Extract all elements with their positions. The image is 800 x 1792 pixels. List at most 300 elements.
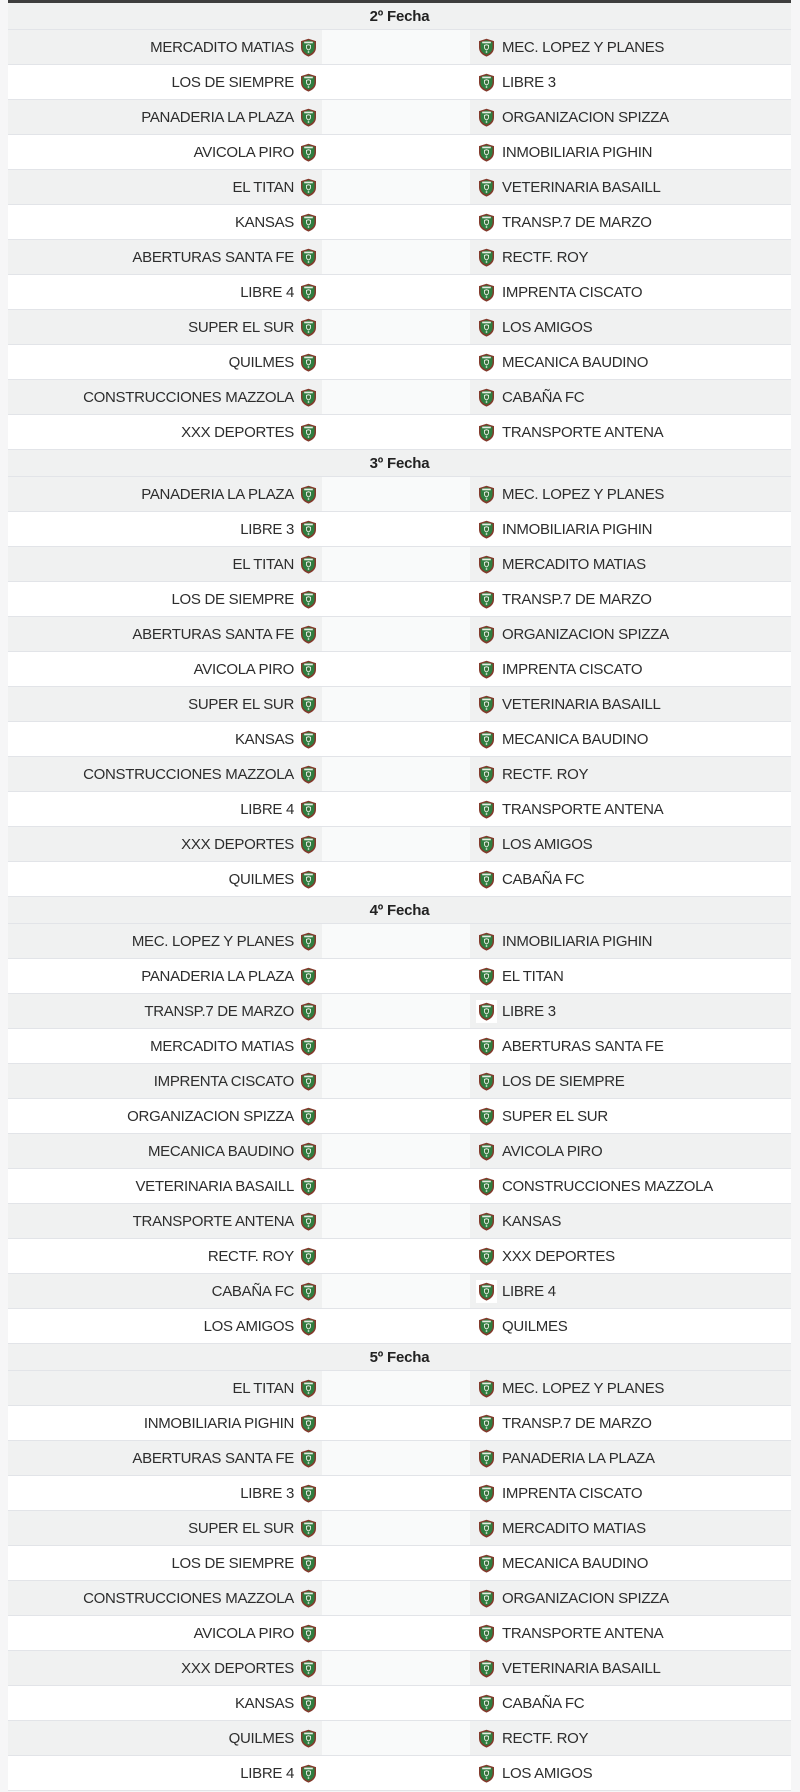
home-team-crest-icon bbox=[300, 590, 317, 609]
away-team-name: LIBRE 4 bbox=[502, 1282, 556, 1300]
away-team-cell bbox=[470, 547, 791, 581]
away-team-name: EL TITAN bbox=[502, 967, 564, 985]
away-team-cell bbox=[470, 345, 791, 379]
home-team-crest-icon bbox=[300, 1624, 317, 1643]
match-row bbox=[8, 310, 791, 345]
home-team-cell bbox=[8, 959, 322, 993]
away-team-cell bbox=[470, 65, 791, 99]
rounds-container bbox=[8, 3, 791, 1791]
score-spacer-cell bbox=[322, 1616, 470, 1650]
home-team-cell bbox=[8, 792, 322, 826]
fecha-title: 3º Fecha bbox=[369, 454, 430, 472]
match-row bbox=[8, 757, 791, 792]
home-team-crest-icon bbox=[300, 178, 317, 197]
home-team-name: KANSAS bbox=[234, 213, 294, 231]
home-team-crest-icon bbox=[300, 1142, 317, 1161]
away-team-name: INMOBILIARIA PIGHIN bbox=[502, 143, 653, 161]
score-spacer-cell bbox=[322, 1099, 470, 1133]
away-team-crest-icon bbox=[478, 485, 495, 504]
away-team-cell bbox=[470, 1721, 791, 1755]
away-team-name: MECANICA BAUDINO bbox=[502, 730, 649, 748]
match-row bbox=[8, 170, 791, 205]
match-row bbox=[8, 1686, 791, 1721]
away-team-name: AVICOLA PIRO bbox=[502, 1142, 603, 1160]
score-spacer-cell bbox=[322, 65, 470, 99]
home-team-name: AVICOLA PIRO bbox=[193, 660, 294, 678]
away-team-crest-icon bbox=[478, 1072, 495, 1091]
away-team-cell bbox=[470, 30, 791, 64]
away-team-name: SUPER EL SUR bbox=[502, 1107, 608, 1125]
score-spacer-cell bbox=[322, 1204, 470, 1238]
away-team-name: IMPRENTA CISCATO bbox=[502, 283, 643, 301]
away-team-name: LOS DE SIEMPRE bbox=[502, 1072, 625, 1090]
match-row bbox=[8, 345, 791, 380]
score-spacer-cell bbox=[322, 959, 470, 993]
home-team-name: XXX DEPORTES bbox=[181, 423, 294, 441]
home-team-crest-icon bbox=[300, 1247, 317, 1266]
home-team-crest-icon bbox=[300, 660, 317, 679]
away-team-crest-icon bbox=[478, 1247, 495, 1266]
away-team-crest-icon bbox=[478, 1317, 495, 1336]
fecha-header-row bbox=[8, 3, 791, 30]
home-team-name: QUILMES bbox=[228, 353, 294, 371]
away-team-name: TRANSP.7 DE MARZO bbox=[502, 590, 652, 608]
away-team-name: TRANSP.7 DE MARZO bbox=[502, 213, 652, 231]
away-team-crest-icon bbox=[478, 143, 495, 162]
match-row bbox=[8, 1721, 791, 1756]
away-team-cell bbox=[470, 1064, 791, 1098]
away-team-name: RECTF. ROY bbox=[502, 248, 589, 266]
home-team-cell bbox=[8, 757, 322, 791]
match-row bbox=[8, 65, 791, 100]
fecha-title: 4º Fecha bbox=[369, 901, 430, 919]
away-team-cell bbox=[470, 1371, 791, 1405]
home-team-cell bbox=[8, 275, 322, 309]
away-team-cell bbox=[470, 1441, 791, 1475]
away-team-name: LIBRE 3 bbox=[502, 1002, 556, 1020]
home-team-crest-icon bbox=[300, 1694, 317, 1713]
home-team-name: CONSTRUCCIONES MAZZOLA bbox=[83, 765, 294, 783]
away-team-name: CABAÑA FC bbox=[502, 1694, 585, 1712]
match-row bbox=[8, 1064, 791, 1099]
away-team-crest-icon bbox=[478, 1449, 495, 1468]
away-team-crest-icon bbox=[478, 1624, 495, 1643]
score-spacer-cell bbox=[322, 687, 470, 721]
score-spacer-cell bbox=[322, 1406, 470, 1440]
home-team-crest-icon bbox=[300, 318, 317, 337]
home-team-name: ORGANIZACION SPIZZA bbox=[127, 1107, 294, 1125]
home-team-name: VETERINARIA BASAILL bbox=[135, 1177, 294, 1195]
away-team-crest-icon bbox=[478, 108, 495, 127]
away-team-name: VETERINARIA BASAILL bbox=[502, 178, 661, 196]
away-team-name: VETERINARIA BASAILL bbox=[502, 1659, 661, 1677]
away-team-cell bbox=[470, 994, 791, 1028]
home-team-crest-icon bbox=[300, 1212, 317, 1231]
away-team-crest-icon bbox=[478, 353, 495, 372]
match-row bbox=[8, 652, 791, 687]
home-team-cell bbox=[8, 100, 322, 134]
home-team-name: TRANSPORTE ANTENA bbox=[132, 1212, 294, 1230]
match-row bbox=[8, 1511, 791, 1546]
score-spacer-cell bbox=[322, 1651, 470, 1685]
home-team-cell bbox=[8, 1616, 322, 1650]
home-team-cell bbox=[8, 582, 322, 616]
away-team-cell bbox=[470, 1099, 791, 1133]
away-team-cell bbox=[470, 652, 791, 686]
home-team-cell bbox=[8, 380, 322, 414]
match-row bbox=[8, 205, 791, 240]
home-team-name: CABAÑA FC bbox=[211, 1282, 294, 1300]
away-team-crest-icon bbox=[478, 423, 495, 442]
home-team-cell bbox=[8, 1239, 322, 1273]
away-team-cell bbox=[470, 1239, 791, 1273]
match-row bbox=[8, 477, 791, 512]
home-team-crest-icon bbox=[300, 1589, 317, 1608]
home-team-name: MERCADITO MATIAS bbox=[150, 38, 294, 56]
home-team-crest-icon bbox=[300, 1379, 317, 1398]
home-team-name: LOS DE SIEMPRE bbox=[171, 73, 294, 91]
home-team-name: LOS AMIGOS bbox=[203, 1317, 294, 1335]
away-team-cell bbox=[470, 205, 791, 239]
away-team-cell bbox=[470, 512, 791, 546]
away-team-cell bbox=[470, 827, 791, 861]
home-team-name: EL TITAN bbox=[232, 555, 294, 573]
home-team-name: KANSAS bbox=[234, 1694, 294, 1712]
score-spacer-cell bbox=[322, 862, 470, 896]
away-team-crest-icon bbox=[478, 73, 495, 92]
home-team-cell bbox=[8, 1476, 322, 1510]
home-team-crest-icon bbox=[300, 1002, 317, 1021]
match-row bbox=[8, 687, 791, 722]
away-team-cell bbox=[470, 792, 791, 826]
home-team-cell bbox=[8, 1099, 322, 1133]
away-team-name: ORGANIZACION SPIZZA bbox=[502, 625, 669, 643]
away-team-crest-icon bbox=[478, 1002, 495, 1021]
score-spacer-cell bbox=[322, 1064, 470, 1098]
home-team-name: ABERTURAS SANTA FE bbox=[132, 625, 294, 643]
home-team-cell bbox=[8, 1309, 322, 1343]
match-row bbox=[8, 1546, 791, 1581]
score-spacer-cell bbox=[322, 135, 470, 169]
home-team-cell bbox=[8, 547, 322, 581]
match-row bbox=[8, 959, 791, 994]
home-team-cell bbox=[8, 1371, 322, 1405]
home-team-crest-icon bbox=[300, 1484, 317, 1503]
home-team-crest-icon bbox=[300, 1037, 317, 1056]
home-team-name: ABERTURAS SANTA FE bbox=[132, 1449, 294, 1467]
away-team-crest-icon bbox=[478, 1659, 495, 1678]
score-spacer-cell bbox=[322, 757, 470, 791]
match-row bbox=[8, 722, 791, 757]
home-team-cell bbox=[8, 1441, 322, 1475]
away-team-cell bbox=[470, 1581, 791, 1615]
home-team-crest-icon bbox=[300, 1449, 317, 1468]
home-team-cell bbox=[8, 1546, 322, 1580]
away-team-cell bbox=[470, 1546, 791, 1580]
away-team-crest-icon bbox=[478, 625, 495, 644]
home-team-cell bbox=[8, 1029, 322, 1063]
home-team-cell bbox=[8, 722, 322, 756]
home-team-name: LOS DE SIEMPRE bbox=[171, 590, 294, 608]
away-team-crest-icon bbox=[478, 1107, 495, 1126]
away-team-name: IMPRENTA CISCATO bbox=[502, 1484, 643, 1502]
match-row bbox=[8, 1099, 791, 1134]
match-row bbox=[8, 547, 791, 582]
home-team-crest-icon bbox=[300, 248, 317, 267]
score-spacer-cell bbox=[322, 1169, 470, 1203]
home-team-name: LIBRE 4 bbox=[240, 1764, 294, 1782]
score-spacer-cell bbox=[322, 827, 470, 861]
score-spacer-cell bbox=[322, 205, 470, 239]
away-team-crest-icon bbox=[478, 870, 495, 889]
away-team-cell bbox=[470, 1651, 791, 1685]
score-spacer-cell bbox=[322, 924, 470, 958]
match-row bbox=[8, 240, 791, 275]
home-team-cell bbox=[8, 687, 322, 721]
home-team-name: MERCADITO MATIAS bbox=[150, 1037, 294, 1055]
away-team-name: MECANICA BAUDINO bbox=[502, 353, 649, 371]
away-team-cell bbox=[470, 1274, 791, 1308]
home-team-crest-icon bbox=[300, 38, 317, 57]
home-team-name: QUILMES bbox=[228, 870, 294, 888]
home-team-cell bbox=[8, 1686, 322, 1720]
away-team-cell bbox=[470, 1169, 791, 1203]
away-team-crest-icon bbox=[478, 1379, 495, 1398]
home-team-cell bbox=[8, 1581, 322, 1615]
home-team-crest-icon bbox=[300, 835, 317, 854]
fixtures-table bbox=[8, 0, 791, 1791]
match-row bbox=[8, 1581, 791, 1616]
away-team-crest-icon bbox=[478, 520, 495, 539]
score-spacer-cell bbox=[322, 1239, 470, 1273]
match-row bbox=[8, 380, 791, 415]
score-spacer-cell bbox=[322, 547, 470, 581]
home-team-cell bbox=[8, 1406, 322, 1440]
away-team-name: TRANSP.7 DE MARZO bbox=[502, 1414, 652, 1432]
home-team-cell bbox=[8, 1721, 322, 1755]
home-team-cell bbox=[8, 240, 322, 274]
match-row bbox=[8, 994, 791, 1029]
home-team-crest-icon bbox=[300, 520, 317, 539]
home-team-crest-icon bbox=[300, 1072, 317, 1091]
score-spacer-cell bbox=[322, 345, 470, 379]
home-team-crest-icon bbox=[300, 423, 317, 442]
away-team-cell bbox=[470, 1686, 791, 1720]
match-row bbox=[8, 100, 791, 135]
away-team-name: TRANSPORTE ANTENA bbox=[502, 1624, 664, 1642]
home-team-name: KANSAS bbox=[234, 730, 294, 748]
fecha-title: 5º Fecha bbox=[369, 1348, 430, 1366]
home-team-name: CONSTRUCCIONES MAZZOLA bbox=[83, 1589, 294, 1607]
home-team-cell bbox=[8, 205, 322, 239]
home-team-name: LOS DE SIEMPRE bbox=[171, 1554, 294, 1572]
match-row bbox=[8, 862, 791, 897]
match-row bbox=[8, 1371, 791, 1406]
away-team-crest-icon bbox=[478, 1037, 495, 1056]
score-spacer-cell bbox=[322, 477, 470, 511]
away-team-name: TRANSPORTE ANTENA bbox=[502, 800, 664, 818]
away-team-name: QUILMES bbox=[502, 1317, 568, 1335]
home-team-cell bbox=[8, 652, 322, 686]
away-team-cell bbox=[470, 722, 791, 756]
away-team-crest-icon bbox=[478, 695, 495, 714]
home-team-crest-icon bbox=[300, 870, 317, 889]
home-team-crest-icon bbox=[300, 73, 317, 92]
score-spacer-cell bbox=[322, 617, 470, 651]
match-row bbox=[8, 275, 791, 310]
away-team-cell bbox=[470, 1204, 791, 1238]
away-team-crest-icon bbox=[478, 1554, 495, 1573]
home-team-name: IMPRENTA CISCATO bbox=[153, 1072, 294, 1090]
score-spacer-cell bbox=[322, 1274, 470, 1308]
home-team-name: AVICOLA PIRO bbox=[193, 1624, 294, 1642]
away-team-cell bbox=[470, 310, 791, 344]
fecha-header-row bbox=[8, 897, 791, 924]
score-spacer-cell bbox=[322, 1371, 470, 1405]
match-row bbox=[8, 792, 791, 827]
away-team-cell bbox=[470, 1511, 791, 1545]
match-row bbox=[8, 512, 791, 547]
home-team-name: LIBRE 3 bbox=[240, 520, 294, 538]
home-team-crest-icon bbox=[300, 1519, 317, 1538]
home-team-cell bbox=[8, 827, 322, 861]
away-team-crest-icon bbox=[478, 765, 495, 784]
away-team-crest-icon bbox=[478, 318, 495, 337]
away-team-name: LIBRE 3 bbox=[502, 73, 556, 91]
away-team-name: MERCADITO MATIAS bbox=[502, 555, 646, 573]
home-team-crest-icon bbox=[300, 1107, 317, 1126]
home-team-name: CONSTRUCCIONES MAZZOLA bbox=[83, 388, 294, 406]
score-spacer-cell bbox=[322, 582, 470, 616]
away-team-name: VETERINARIA BASAILL bbox=[502, 695, 661, 713]
score-spacer-cell bbox=[322, 1581, 470, 1615]
match-row bbox=[8, 30, 791, 65]
score-spacer-cell bbox=[322, 170, 470, 204]
away-team-name: MEC. LOPEZ Y PLANES bbox=[502, 1379, 665, 1397]
home-team-cell bbox=[8, 415, 322, 449]
away-team-name: ORGANIZACION SPIZZA bbox=[502, 108, 669, 126]
away-team-cell bbox=[470, 1756, 791, 1790]
away-team-name: INMOBILIARIA PIGHIN bbox=[502, 932, 653, 950]
home-team-name: SUPER EL SUR bbox=[188, 695, 294, 713]
score-spacer-cell bbox=[322, 722, 470, 756]
away-team-name: XXX DEPORTES bbox=[502, 1247, 615, 1265]
away-team-cell bbox=[470, 380, 791, 414]
home-team-name: MECANICA BAUDINO bbox=[147, 1142, 294, 1160]
away-team-cell bbox=[470, 582, 791, 616]
home-team-cell bbox=[8, 994, 322, 1028]
home-team-crest-icon bbox=[300, 1282, 317, 1301]
away-team-crest-icon bbox=[478, 38, 495, 57]
home-team-cell bbox=[8, 477, 322, 511]
home-team-name: XXX DEPORTES bbox=[181, 835, 294, 853]
home-team-cell bbox=[8, 310, 322, 344]
away-team-crest-icon bbox=[478, 178, 495, 197]
score-spacer-cell bbox=[322, 240, 470, 274]
score-spacer-cell bbox=[322, 1134, 470, 1168]
away-team-cell bbox=[470, 100, 791, 134]
fecha-title: 2º Fecha bbox=[369, 7, 430, 25]
away-team-crest-icon bbox=[478, 967, 495, 986]
away-team-name: ORGANIZACION SPIZZA bbox=[502, 1589, 669, 1607]
away-team-crest-icon bbox=[478, 1142, 495, 1161]
fecha-header-row bbox=[8, 450, 791, 477]
away-team-cell bbox=[470, 135, 791, 169]
score-spacer-cell bbox=[322, 512, 470, 546]
home-team-name: AVICOLA PIRO bbox=[193, 143, 294, 161]
home-team-cell bbox=[8, 135, 322, 169]
score-spacer-cell bbox=[322, 1756, 470, 1790]
score-spacer-cell bbox=[322, 275, 470, 309]
away-team-crest-icon bbox=[478, 800, 495, 819]
score-spacer-cell bbox=[322, 994, 470, 1028]
away-team-cell bbox=[470, 1616, 791, 1650]
home-team-crest-icon bbox=[300, 485, 317, 504]
match-row bbox=[8, 1651, 791, 1686]
away-team-crest-icon bbox=[478, 1729, 495, 1748]
home-team-crest-icon bbox=[300, 555, 317, 574]
away-team-cell bbox=[470, 1029, 791, 1063]
home-team-name: PANADERIA LA PLAZA bbox=[141, 108, 294, 126]
match-row bbox=[8, 135, 791, 170]
home-team-cell bbox=[8, 617, 322, 651]
score-spacer-cell bbox=[322, 100, 470, 134]
home-team-cell bbox=[8, 65, 322, 99]
away-team-name: IMPRENTA CISCATO bbox=[502, 660, 643, 678]
match-row bbox=[8, 1476, 791, 1511]
match-row bbox=[8, 617, 791, 652]
away-team-name: CABAÑA FC bbox=[502, 870, 585, 888]
home-team-crest-icon bbox=[300, 1317, 317, 1336]
away-team-crest-icon bbox=[478, 213, 495, 232]
away-team-name: INMOBILIARIA PIGHIN bbox=[502, 520, 653, 538]
away-team-name: LOS AMIGOS bbox=[502, 318, 593, 336]
home-team-name: LIBRE 4 bbox=[240, 800, 294, 818]
home-team-cell bbox=[8, 30, 322, 64]
match-row bbox=[8, 1274, 791, 1309]
home-team-name: SUPER EL SUR bbox=[188, 1519, 294, 1537]
away-team-cell bbox=[470, 477, 791, 511]
home-team-name: PANADERIA LA PLAZA bbox=[141, 967, 294, 985]
home-team-crest-icon bbox=[300, 730, 317, 749]
away-team-cell bbox=[470, 959, 791, 993]
away-team-cell bbox=[470, 240, 791, 274]
home-team-crest-icon bbox=[300, 108, 317, 127]
match-row bbox=[8, 1134, 791, 1169]
away-team-cell bbox=[470, 170, 791, 204]
home-team-name: XXX DEPORTES bbox=[181, 1659, 294, 1677]
away-team-name: RECTF. ROY bbox=[502, 1729, 589, 1747]
away-team-name: MEC. LOPEZ Y PLANES bbox=[502, 38, 665, 56]
match-row bbox=[8, 582, 791, 617]
score-spacer-cell bbox=[322, 1686, 470, 1720]
away-team-name: PANADERIA LA PLAZA bbox=[502, 1449, 655, 1467]
home-team-cell bbox=[8, 345, 322, 379]
match-row bbox=[8, 1169, 791, 1204]
score-spacer-cell bbox=[322, 310, 470, 344]
away-team-name: MERCADITO MATIAS bbox=[502, 1519, 646, 1537]
away-team-name: LOS AMIGOS bbox=[502, 835, 593, 853]
home-team-crest-icon bbox=[300, 1764, 317, 1783]
away-team-name: TRANSPORTE ANTENA bbox=[502, 423, 664, 441]
score-spacer-cell bbox=[322, 1721, 470, 1755]
home-team-name: SUPER EL SUR bbox=[188, 318, 294, 336]
home-team-cell bbox=[8, 1651, 322, 1685]
home-team-crest-icon bbox=[300, 143, 317, 162]
away-team-name: CABAÑA FC bbox=[502, 388, 585, 406]
away-team-cell bbox=[470, 275, 791, 309]
away-team-crest-icon bbox=[478, 1694, 495, 1713]
